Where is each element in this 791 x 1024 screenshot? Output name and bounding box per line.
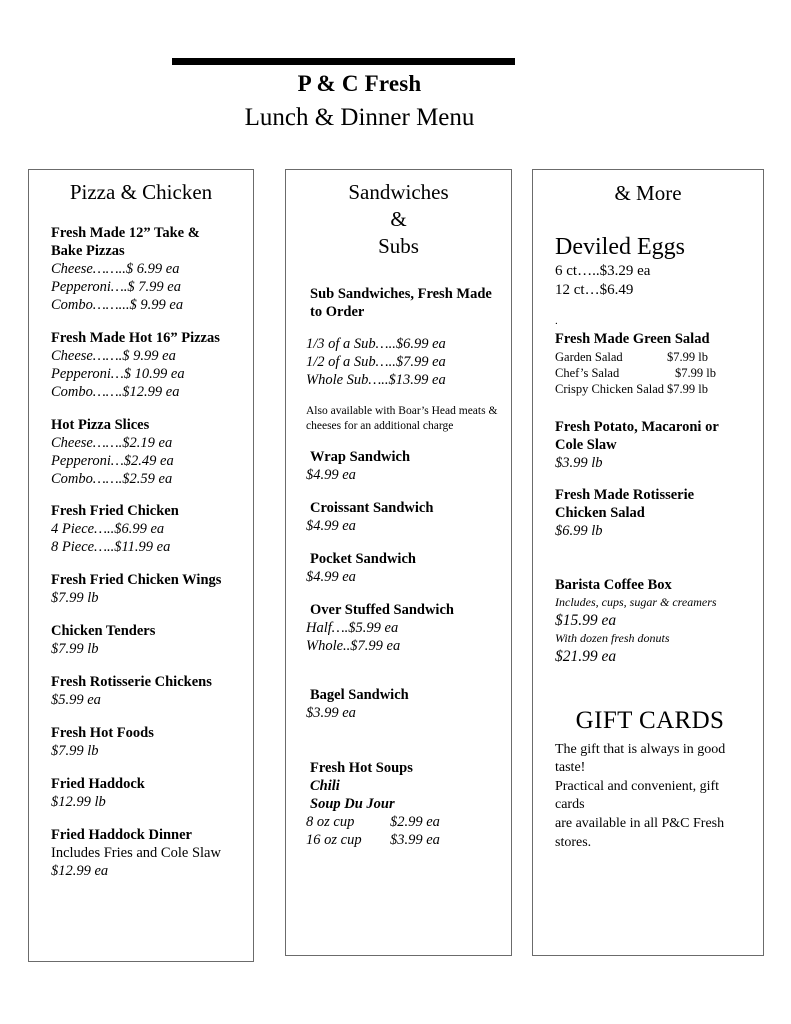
item-name-line-2: Chicken Salad xyxy=(555,505,645,522)
menu-column-sandwiches-subs xyxy=(285,169,512,956)
menu-column-pizza-chicken xyxy=(28,169,254,962)
item-price: 6 ct…..$3.29 ea xyxy=(555,262,651,279)
restaurant-name: P & C Fresh xyxy=(297,71,422,96)
column-title-line-1: Sandwiches xyxy=(348,180,449,204)
item-name: Fresh Made Rotisserie xyxy=(555,487,695,504)
item-price: Whole Sub…..$13.99 ea xyxy=(306,371,446,388)
item-name: Fresh Potato, Macaroni or xyxy=(555,419,719,436)
item-price: Whole..$7.99 ea xyxy=(306,638,401,655)
item-name: Pocket Sandwich xyxy=(310,551,416,568)
gift-cards-line-1: The gift that is always in good taste! xyxy=(555,741,726,776)
item-name: Fried Haddock xyxy=(51,776,145,793)
item-price: $12.99 ea xyxy=(51,863,109,879)
table-row xyxy=(306,832,440,850)
menu-item-rotisserie-chicken-salad xyxy=(555,487,763,541)
item-name: Over Stuffed Sandwich xyxy=(310,602,454,619)
item-price: $21.99 ea xyxy=(555,647,617,665)
item-name: Fresh Made 12” Take & xyxy=(51,224,200,241)
coffee-box-includes: Includes, cups, sugar & creamers xyxy=(555,595,717,610)
menu-item-fried-chicken-wings xyxy=(51,572,253,608)
salad-name: Garden Salad xyxy=(555,349,623,364)
sandwiches-subs-items xyxy=(286,260,511,850)
item-name: Fresh Hot Soups xyxy=(310,760,413,776)
menu-item-fresh-fried-chicken xyxy=(51,503,253,557)
item-name: Fresh Rotisserie Chickens xyxy=(51,674,212,691)
pizza-chicken-items xyxy=(29,206,253,881)
item-name: Fresh Hot Foods xyxy=(51,725,154,742)
item-name: Fresh Made Hot 16” Pizzas xyxy=(51,329,220,346)
boars-head-note-line-1: Also available with Boar’s Head meats & xyxy=(306,405,498,418)
item-name: Fried Haddock Dinner xyxy=(51,827,192,844)
item-price: Combo……...$ 9.99 ea xyxy=(51,296,184,313)
menu-item-hot-pizza-slices xyxy=(51,417,253,489)
column-title-line-3: Subs xyxy=(378,233,419,258)
column-title-pizza-chicken: Pizza & Chicken xyxy=(69,180,213,204)
menu-item-chicken-tenders xyxy=(51,623,253,659)
menu-item-green-salad xyxy=(555,331,763,398)
item-name: Fresh Fried Chicken Wings xyxy=(51,572,222,589)
item-price: 8 Piece…..$11.99 ea xyxy=(51,539,171,556)
gift-cards-line-2: Practical and convenient, gift cards xyxy=(555,778,720,813)
gift-cards-section xyxy=(555,681,763,853)
item-price: 12 ct…$6.49 xyxy=(555,282,634,299)
boars-head-note-line-2: cheeses for an additional charge xyxy=(306,420,454,433)
menu-item-rotisserie-chickens xyxy=(51,674,253,710)
item-name-line-2: Cole Slaw xyxy=(555,437,617,454)
menu-column-and-more xyxy=(532,169,764,956)
menu-item-hot-16-pizzas xyxy=(51,330,253,402)
item-price: $3.99 ea xyxy=(306,705,356,722)
menu-item-fresh-hot-foods xyxy=(51,725,253,761)
item-name-line-2: to Order xyxy=(310,303,365,320)
table-row xyxy=(555,365,745,381)
menu-item-barista-coffee-box xyxy=(555,577,763,666)
item-name: Croissant Sandwich xyxy=(310,500,434,517)
item-price: Pepperoni…$ 10.99 ea xyxy=(51,365,185,382)
item-name-line-2: Bake Pizzas xyxy=(51,242,125,259)
menu-item-fried-haddock-dinner xyxy=(51,827,253,881)
menu-item-fresh-hot-soups xyxy=(306,760,511,850)
soup-price: $3.99 ea xyxy=(390,831,440,848)
soup-variety: Chili xyxy=(310,777,340,794)
item-price: $4.99 ea xyxy=(306,518,356,535)
item-price: $6.99 lb xyxy=(555,523,603,540)
item-name: Hot Pizza Slices xyxy=(51,416,150,433)
menu-item-pocket-sandwich xyxy=(306,551,511,587)
gift-cards-description xyxy=(555,741,763,853)
gift-cards-title: GIFT CARDS xyxy=(575,706,725,734)
soup-price: $2.99 ea xyxy=(390,813,440,830)
item-price: $7.99 lb xyxy=(51,590,99,607)
item-price: $7.99 lb xyxy=(51,743,99,760)
menu-item-take-bake-pizzas xyxy=(51,225,253,315)
soup-size-price-table xyxy=(306,814,440,850)
table-row xyxy=(306,814,440,832)
menu-subtitle: Lunch & Dinner Menu xyxy=(244,104,475,131)
item-note: Includes Fries and Cole Slaw xyxy=(51,845,221,862)
item-name: Bagel Sandwich xyxy=(310,687,409,704)
item-name: Deviled Eggs xyxy=(555,233,685,260)
menu-item-deviled-eggs xyxy=(555,233,763,301)
header-divider-rule xyxy=(172,58,515,65)
menu-item-fried-haddock xyxy=(51,776,253,812)
soup-size: 8 oz cup xyxy=(306,813,355,830)
item-price: Cheese…….$ 9.99 ea xyxy=(51,347,176,364)
item-price: Pepperoni…$2.49 ea xyxy=(51,452,174,469)
menu-item-wrap-sandwich xyxy=(306,449,511,485)
item-price: Half….$5.99 ea xyxy=(306,620,399,637)
item-price: 1/2 of a Sub…..$7.99 ea xyxy=(306,353,446,370)
item-price: $4.99 ea xyxy=(306,467,356,484)
salad-price: $7.99 lb xyxy=(675,365,716,380)
item-price: $12.99 lb xyxy=(51,794,106,811)
salad-price: $7.99 lb xyxy=(667,349,708,364)
item-price: $15.99 ea xyxy=(555,611,617,629)
item-name: Barista Coffee Box xyxy=(555,577,672,594)
item-price: Cheese……..$ 6.99 ea xyxy=(51,260,180,277)
column-title-line-2: & xyxy=(390,206,407,231)
gift-cards-line-3: are available in all P&C Fresh stores. xyxy=(555,816,725,850)
stray-dot: . xyxy=(555,314,558,327)
soup-variety: Soup Du Jour xyxy=(310,795,395,812)
coffee-box-with-donuts: With dozen fresh donuts xyxy=(555,630,670,645)
item-name: Wrap Sandwich xyxy=(310,449,411,466)
and-more-items xyxy=(533,207,763,852)
salad-price: $7.99 lb xyxy=(667,382,708,397)
item-price: $3.99 lb xyxy=(555,455,603,472)
salad-price-table xyxy=(555,349,745,398)
menu-item-over-stuffed-sandwich xyxy=(306,602,511,656)
item-price: $4.99 ea xyxy=(306,569,356,586)
table-row xyxy=(555,349,745,365)
item-price: Cheese…….$2.19 ea xyxy=(51,434,173,451)
menu-item-bagel-sandwich xyxy=(306,687,511,723)
item-name: Fresh Made Green Salad xyxy=(555,330,710,347)
item-name: Chicken Tenders xyxy=(51,623,156,640)
item-price: Combo…….$2.59 ea xyxy=(51,470,173,487)
soup-size: 16 oz cup xyxy=(306,831,362,848)
item-price: Combo…….$12.99 ea xyxy=(51,383,180,400)
item-price: 4 Piece…..$6.99 ea xyxy=(51,521,165,538)
column-title-sandwiches-subs xyxy=(286,170,511,260)
item-price: $5.99 ea xyxy=(51,692,101,709)
item-price: $7.99 lb xyxy=(51,641,99,658)
item-price: 1/3 of a Sub…..$6.99 ea xyxy=(306,335,446,352)
item-name: Fresh Fried Chicken xyxy=(51,503,179,520)
boars-head-note xyxy=(306,404,511,434)
table-row xyxy=(555,381,745,397)
salad-name: Crispy Chicken Salad xyxy=(555,382,665,397)
column-title-and-more: & More xyxy=(614,181,682,205)
menu-item-potato-macaroni-cole-slaw xyxy=(555,419,763,473)
item-price: Pepperoni….$ 7.99 ea xyxy=(51,278,181,295)
menu-item-croissant-sandwich xyxy=(306,500,511,536)
item-name: Sub Sandwiches, Fresh Made xyxy=(310,285,492,302)
menu-item-sub-sandwiches xyxy=(306,286,511,390)
salad-name: Chef’s Salad xyxy=(555,365,620,380)
